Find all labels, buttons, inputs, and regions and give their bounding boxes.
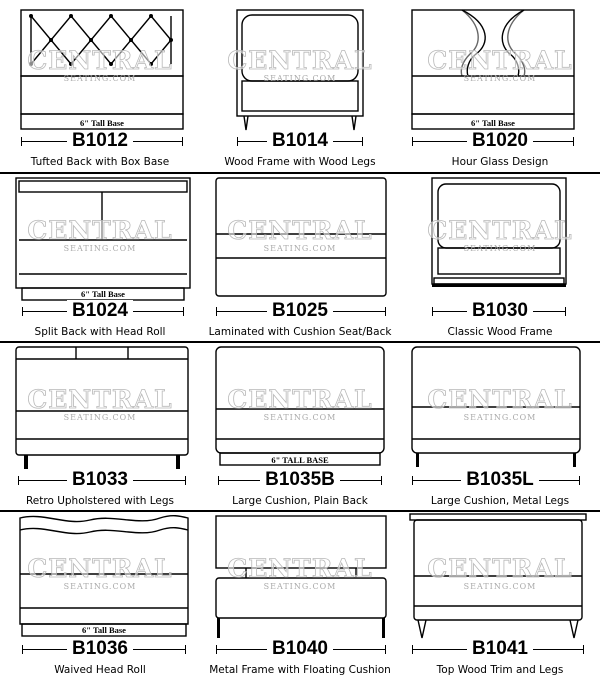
model-description: Laminated with Cushion Seat/Back xyxy=(208,326,392,338)
booth-card-b1012[interactable] xyxy=(4,4,196,172)
watermark: CENTRAL SEATING.COM xyxy=(427,216,573,253)
model-code-text: B1012 xyxy=(67,130,133,151)
booth-card-b1035l[interactable] xyxy=(404,343,596,511)
model-code xyxy=(204,638,396,660)
model-code xyxy=(4,130,196,152)
model-code xyxy=(404,130,596,152)
model-description: Top Wood Trim and Legs xyxy=(436,664,564,676)
model-code-text: B1040 xyxy=(267,638,333,659)
model-description: Retro Upholstered with Legs xyxy=(25,495,175,507)
model-description: Metal Frame with Floating Cushion xyxy=(209,664,391,676)
booth-card-b1030[interactable] xyxy=(404,174,596,342)
model-description: Wood Frame with Wood Legs xyxy=(224,156,376,168)
base-label: 6" Tall Base xyxy=(81,289,125,299)
booth-card-b1036[interactable] xyxy=(4,512,196,680)
model-description: Large Cushion, Metal Legs xyxy=(430,495,570,507)
model-code xyxy=(404,638,596,660)
booth-card-b1024[interactable] xyxy=(4,174,196,342)
model-code-text: B1025 xyxy=(267,300,333,321)
model-code xyxy=(204,300,396,322)
watermark: CENTRAL SEATING.COM xyxy=(27,554,173,591)
model-code-text: B1030 xyxy=(467,300,533,321)
model-description: Classic Wood Frame xyxy=(447,326,553,338)
model-code xyxy=(404,300,596,322)
model-description: Tufted Back with Box Base xyxy=(30,156,170,168)
watermark: CENTRAL SEATING.COM xyxy=(27,46,173,83)
model-code xyxy=(404,469,596,491)
watermark: CENTRAL SEATING.COM xyxy=(27,216,173,253)
model-code-text: B1041 xyxy=(467,638,533,659)
booth-card-b1014[interactable] xyxy=(204,4,396,172)
model-description: Split Back with Head Roll xyxy=(34,326,166,338)
base-label: 6" Tall Base xyxy=(82,625,126,635)
booth-card-b1035b[interactable] xyxy=(204,343,396,511)
watermark: CENTRAL SEATING.COM xyxy=(27,385,173,422)
model-code-text: B1035L xyxy=(461,469,539,490)
model-code-text: B1036 xyxy=(67,638,133,659)
watermark: CENTRAL SEATING.COM xyxy=(227,46,373,83)
booth-card-b1020[interactable] xyxy=(404,4,596,172)
watermark: CENTRAL SEATING.COM xyxy=(427,554,573,591)
watermark: CENTRAL SEATING.COM xyxy=(427,385,573,422)
watermark: CENTRAL SEATING.COM xyxy=(227,216,373,253)
model-code xyxy=(204,469,396,491)
booth-card-b1025[interactable] xyxy=(204,174,396,342)
model-code-text: B1035B xyxy=(260,469,340,490)
booth-card-b1041[interactable] xyxy=(404,512,596,680)
model-code-text: B1033 xyxy=(67,469,133,490)
model-code xyxy=(4,638,196,660)
model-code xyxy=(204,130,396,152)
model-description: Waived Head Roll xyxy=(54,664,146,676)
base-label: 6" TALL BASE xyxy=(271,455,329,465)
model-code-text: B1014 xyxy=(267,130,333,151)
model-code-text: B1020 xyxy=(467,130,533,151)
model-code-text: B1024 xyxy=(67,300,133,321)
model-description: Large Cushion, Plain Back xyxy=(232,495,368,507)
watermark: CENTRAL SEATING.COM xyxy=(427,46,573,83)
base-label: 6" Tall Base xyxy=(471,118,515,128)
model-description: Hour Glass Design xyxy=(451,156,549,168)
booth-card-b1040[interactable] xyxy=(204,512,396,680)
base-label: 6" Tall Base xyxy=(80,118,124,128)
model-code xyxy=(4,300,196,322)
watermark: CENTRAL SEATING.COM xyxy=(227,554,373,591)
booth-card-b1033[interactable] xyxy=(4,343,196,511)
watermark: CENTRAL SEATING.COM xyxy=(227,385,373,422)
model-code xyxy=(4,469,196,491)
